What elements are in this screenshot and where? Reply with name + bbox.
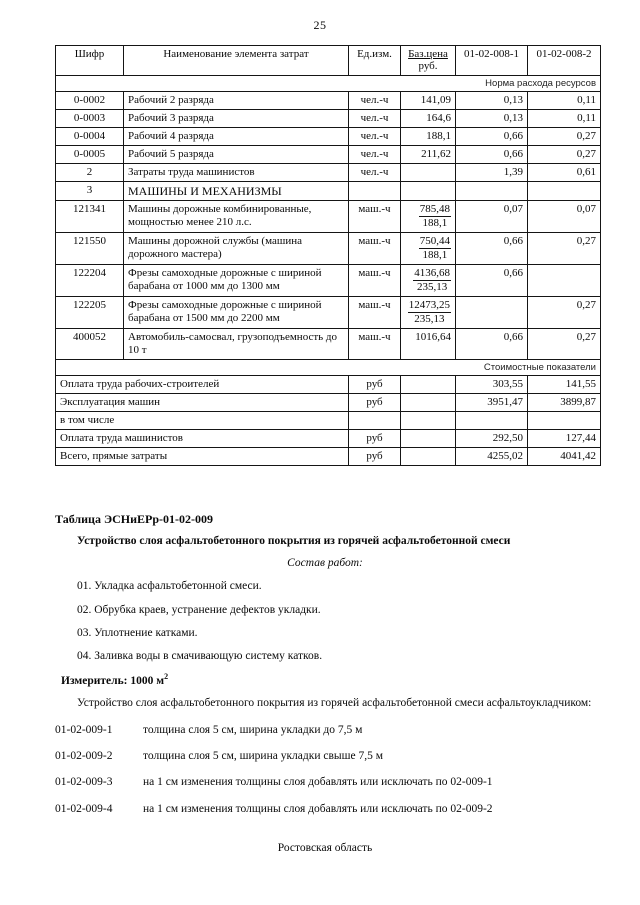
cell-code: 122205 (56, 296, 124, 328)
cell-cost-base-price (401, 447, 456, 465)
works-list (55, 578, 595, 665)
cost-row (56, 411, 601, 429)
cell-code: 3 (56, 181, 124, 200)
cell-name: Рабочий 2 разряда (124, 91, 349, 109)
cell-name: Фрезы самоходные дорожные с шириной барабана от 1500 мм до 2200 мм (124, 296, 349, 328)
cell-cost-variant-2: 3899,87 (528, 393, 601, 411)
code-item-number: 01-02-009-4 (55, 802, 113, 815)
cell-name: Машины дорожные комбинированные, мощностью менее 210 л.с. (124, 200, 349, 232)
cell-base-price (401, 181, 456, 200)
codes-list (55, 722, 595, 818)
work-item: 04. Заливка воды в смачивающую систему катков. (77, 650, 323, 663)
resources-band-row (56, 75, 601, 91)
cell-variant-1: 0,66 (456, 145, 528, 163)
price-denominator: 235,13 (417, 280, 448, 293)
cell-variant-1: 0,07 (456, 200, 528, 232)
cell-code: 400052 (56, 328, 124, 359)
cell-base-price: 1016,64 (401, 328, 456, 359)
cell-cost-variant-2: 127,44 (528, 429, 601, 447)
code-item (55, 722, 595, 739)
cell-unit: маш.-ч (349, 328, 401, 359)
cell-variant-2: 0,27 (528, 232, 601, 264)
section-table-subtitle: Устройство слоя асфальтобетонного покрытия из горячей асфальтобетонной смеси (77, 534, 511, 547)
cell-variant-2: 0,07 (528, 200, 601, 232)
page-number: 25 (313, 18, 327, 32)
cell-variant-2: 0,27 (528, 296, 601, 328)
cell-cost-base-price (401, 393, 456, 411)
header-base-price-line2: руб. (418, 60, 438, 73)
cell-cost-unit (349, 411, 401, 429)
work-item: 03. Уплотнение катками. (77, 626, 198, 639)
table-row (56, 232, 601, 264)
cell-unit: маш.-ч (349, 200, 401, 232)
cost-row (56, 429, 601, 447)
code-item (55, 748, 595, 765)
code-item (55, 774, 595, 791)
meter-label-text: Измеритель: 1000 м (61, 675, 165, 688)
price-denominator: 188,1 (422, 216, 448, 229)
cell-code: 121550 (56, 232, 124, 264)
cell-unit: чел.-ч (349, 145, 401, 163)
cell-cost-unit: руб (349, 375, 401, 393)
cell-variant-1: 0,13 (456, 91, 528, 109)
cell-code: 2 (56, 163, 124, 181)
section-text (55, 510, 595, 858)
header-name: Наименование элемента затрат (124, 46, 349, 76)
cell-name: Рабочий 3 разряда (124, 109, 349, 127)
cell-variant-1 (456, 181, 528, 200)
cell-unit: чел.-ч (349, 127, 401, 145)
cost-table-head (56, 46, 601, 76)
cell-base-price: 141,09 (401, 91, 456, 109)
cell-variant-2: 0,27 (528, 328, 601, 359)
table-row (56, 91, 601, 109)
code-item (55, 801, 595, 818)
work-item: 02. Обрубка краев, устранение дефектов укладки. (77, 603, 321, 616)
cell-unit: чел.-ч (349, 109, 401, 127)
cell-variant-2: 0,61 (528, 163, 601, 181)
cell-variant-1: 0,66 (456, 127, 528, 145)
cell-unit: маш.-ч (349, 264, 401, 296)
header-base-price-line1: Баз.цена (408, 48, 448, 60)
cell-variant-1: 0,66 (456, 264, 528, 296)
cell-base-price: 211,62 (401, 145, 456, 163)
cell-cost-variant-1: 292,50 (456, 429, 528, 447)
price-denominator: 235,13 (414, 312, 445, 325)
header-variant-1: 01-02-008-1 (456, 46, 528, 76)
cell-variant-1: 0,66 (456, 232, 528, 264)
cost-table (55, 45, 601, 466)
section-table-title: Таблица ЭСНиЕРр-01-02-009 (55, 511, 214, 526)
cell-name: Машины дорожной службы (машина дорожного мастера) (124, 232, 349, 264)
cost-band-label: Стоимостные показатели (56, 359, 601, 375)
cell-code: 0-0003 (56, 109, 124, 127)
table-row (56, 296, 601, 328)
cell-unit: маш.-ч (349, 296, 401, 328)
price-fraction (419, 235, 451, 262)
price-denominator: 188,1 (422, 248, 448, 261)
header-code: Шифр (56, 46, 124, 76)
cell-base-price: 164,6 (401, 109, 456, 127)
header-unit: Ед.изм. (349, 46, 401, 76)
section-description: Устройство слоя асфальтобетонного покрытия из горячей асфальтобетонной смеси асфальтоукладчиком: (77, 697, 592, 710)
cell-cost-label: Оплата труда машинистов (56, 429, 349, 447)
table-row (56, 264, 601, 296)
cell-variant-2 (528, 264, 601, 296)
cell-name: Затраты труда машинистов (124, 163, 349, 181)
cell-unit: чел.-ч (349, 91, 401, 109)
code-item-text: толщина слоя 5 см, ширина укладки до 7,5 м (143, 723, 363, 736)
cell-cost-variant-1: 4255,02 (456, 447, 528, 465)
meter-superscript: 2 (164, 672, 169, 682)
cell-cost-label: Оплата труда рабочих-строителей (56, 375, 349, 393)
cell-variant-2 (528, 181, 601, 200)
cell-unit: чел.-ч (349, 163, 401, 181)
cost-table-container (55, 45, 600, 466)
header-base-price (401, 46, 456, 76)
cell-code: 0-0002 (56, 91, 124, 109)
cell-base-price (401, 200, 456, 232)
work-item: 01. Укладка асфальтобетонной смеси. (77, 580, 262, 593)
cell-base-price (401, 163, 456, 181)
cell-name: Автомобиль-самосвал, грузоподъемность до 10 т (124, 328, 349, 359)
table-row (56, 200, 601, 232)
cell-base-price (401, 232, 456, 264)
code-item-text: на 1 см изменения толщины слоя добавлять или исключать по 02-009-2 (143, 802, 493, 815)
cell-variant-2: 0,11 (528, 91, 601, 109)
cell-cost-variant-2: 4041,42 (528, 447, 601, 465)
cost-row (56, 393, 601, 411)
cost-row (56, 447, 601, 465)
cell-variant-1 (456, 296, 528, 328)
cell-cost-variant-2: 141,55 (528, 375, 601, 393)
table-row (56, 109, 601, 127)
price-fraction (419, 203, 451, 230)
table-header-row (56, 46, 601, 76)
region-label: Ростовская область (277, 841, 373, 854)
cell-cost-unit: руб (349, 393, 401, 411)
cell-base-price (401, 296, 456, 328)
cell-code: 122204 (56, 264, 124, 296)
cell-cost-variant-1: 3951,47 (456, 393, 528, 411)
cell-name: Рабочий 5 разряда (124, 145, 349, 163)
code-item-number: 01-02-009-3 (55, 776, 113, 789)
works-composition-label: Состав работ: (287, 557, 363, 570)
table-row (56, 163, 601, 181)
cell-name: Фрезы самоходные дорожные с шириной барабана от 1000 мм до 1300 мм (124, 264, 349, 296)
cell-unit: маш.-ч (349, 232, 401, 264)
cost-table-body (56, 75, 601, 465)
price-numerator: 12473,25 (408, 298, 450, 311)
cell-variant-1: 1,39 (456, 163, 528, 181)
cell-code: 121341 (56, 200, 124, 232)
cell-variant-2: 0,27 (528, 145, 601, 163)
price-numerator: 4136,68 (414, 266, 450, 279)
price-fraction (408, 299, 451, 326)
code-item-text: толщина слоя 5 см, ширина укладки свыше 7,5 м (143, 750, 383, 763)
table-row (56, 127, 601, 145)
price-numerator: 750,44 (419, 234, 450, 247)
cell-cost-unit: руб (349, 429, 401, 447)
cost-row (56, 375, 601, 393)
table-row (56, 145, 601, 163)
cell-section-heading: МАШИНЫ И МЕХАНИЗМЫ (124, 181, 349, 200)
cell-variant-1: 0,13 (456, 109, 528, 127)
table-row (56, 181, 601, 200)
cell-variant-1: 0,66 (456, 328, 528, 359)
cell-cost-base-price (401, 411, 456, 429)
cell-cost-label: в том числе (56, 411, 349, 429)
cell-variant-2: 0,11 (528, 109, 601, 127)
cell-variant-2: 0,27 (528, 127, 601, 145)
cell-name: Рабочий 4 разряда (124, 127, 349, 145)
cell-base-price: 188,1 (401, 127, 456, 145)
cell-cost-base-price (401, 429, 456, 447)
price-numerator: 785,48 (419, 202, 450, 215)
cell-unit (349, 181, 401, 200)
cost-band-row (56, 359, 601, 375)
cell-base-price (401, 264, 456, 296)
cell-cost-variant-2 (528, 411, 601, 429)
code-item-text: на 1 см изменения толщины слоя добавлять или исключать по 02-009-1 (143, 776, 493, 789)
resources-band-label: Норма расхода ресурсов (56, 75, 601, 91)
cell-cost-label: Всего, прямые затраты (56, 447, 349, 465)
cell-cost-variant-1: 303,55 (456, 375, 528, 393)
price-fraction (413, 267, 451, 294)
cell-cost-variant-1 (456, 411, 528, 429)
cell-cost-base-price (401, 375, 456, 393)
header-variant-2: 01-02-008-2 (528, 46, 601, 76)
cell-code: 0-0005 (56, 145, 124, 163)
cell-cost-unit: руб (349, 447, 401, 465)
cell-code: 0-0004 (56, 127, 124, 145)
code-item-number: 01-02-009-2 (55, 750, 113, 763)
table-row (56, 328, 601, 359)
code-item-number: 01-02-009-1 (55, 723, 113, 736)
cell-cost-label: Эксплуатация машин (56, 393, 349, 411)
meter-label (55, 671, 595, 690)
